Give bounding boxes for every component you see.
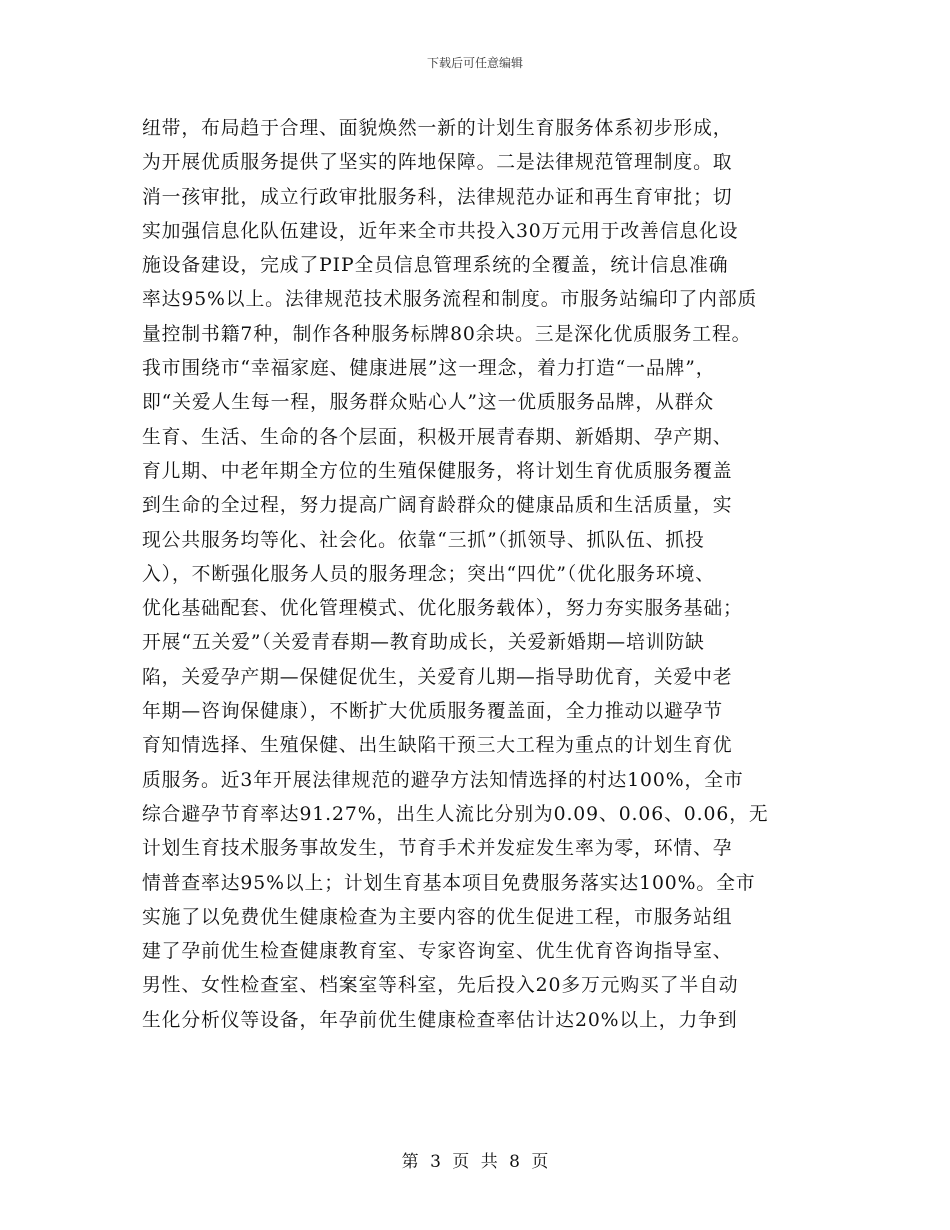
text-line: 消一孩审批，成立行政审批服务科，法律规范办证和再生育审批；切 [142,186,733,208]
text-line: 生育、生活、生命的各个层面，积极开展青春期、新婚期、孕产期、 [142,426,733,448]
text-line: 开展“五关爱”（关爱青春期—教育助成长，关爱新婚期—培训防缺 [142,632,705,654]
text-line: 即“关爱人生每一程，服务群众贴心人”这一优质服务品牌，从群众 [142,392,715,414]
text-line: 率达95%以上。法律规范技术服务流程和制度。市服务站编印了内部质 [142,289,758,311]
text-line: 育知情选择、生殖保健、出生缺陷干预三大工程为重点的计划生育优 [142,735,733,757]
page-footer: 第 3 页 共 8 页 [401,1152,549,1172]
text-line: 情普查率达95%以上；计划生育基本项目免费服务落实达100%。全市 [142,872,756,894]
text-line: 为开展优质服务提供了坚实的阵地保障。二是法律规范管理制度。取 [142,152,733,174]
text-line: 育儿期、中老年期全方位的生殖保健服务，将计划生育优质服务覆盖 [142,460,733,482]
text-line: 实施了以免费优生健康检查为主要内容的优生促进工程，市服务站组 [142,906,733,928]
text-line: 计划生育技术服务事故发生，节育手术并发症发生率为零，环情、孕 [142,838,733,860]
text-line: 我市围绕市“幸福家庭、健康进展”这一理念，着力打造“一品牌”， [142,358,716,380]
text-line: 入），不断强化服务人员的服务理念；突出“四优”（优化服务环境、 [142,563,715,585]
text-line: 生化分析仪等设备，年孕前优生健康检查率估计达20%以上，力争到 [142,1009,738,1031]
text-line: 实加强信息化队伍建设，近年来全市共投入30万元用于改善信息化设 [142,220,739,242]
text-line: 优化基础配套、优化管理模式、优化服务载体），努力夯实服务基础； [142,598,743,620]
text-line: 陷，关爱孕产期—保健促优生，关爱育儿期—指导助优育，关爱中老 [142,666,733,688]
text-line: 综合避孕节育率达91.27%，出生人流比分别为0.09、0.06、0.06，无 [142,803,769,825]
page-header: 下载后可任意编辑 [426,56,523,70]
text-line: 建了孕前优生检查健康教育室、专家咨询室、优生优育咨询指导室、 [142,941,733,963]
text-line: 到生命的全过程，努力提高广阔育龄群众的健康品质和生活质量，实 [142,495,733,517]
text-line: 现公共服务均等化、社会化。依靠“三抓”（抓领导、抓队伍、抓投 [142,529,705,551]
body-text [142,112,822,1038]
text-line: 质服务。近3年开展法律规范的避孕方法知情选择的村达100%，全市 [142,769,744,791]
text-line: 男性、女性检查室、档案室等科室，先后投入20多万元购买了半自动 [142,975,739,997]
text-line: 年期—咨询保健康），不断扩大优质服务覆盖面，全力推动以避孕节 [142,701,724,723]
text-line: 量控制书籍7种，制作各种服务标牌80余块。三是深化优质服务工程。 [142,323,752,345]
text-line: 施设备建设，完成了PIP全员信息管理系统的全覆盖，统计信息准确 [142,255,729,277]
text-line: 纽带，布局趋于合理、面貌焕然一新的计划生育服务体系初步形成， [142,118,733,139]
